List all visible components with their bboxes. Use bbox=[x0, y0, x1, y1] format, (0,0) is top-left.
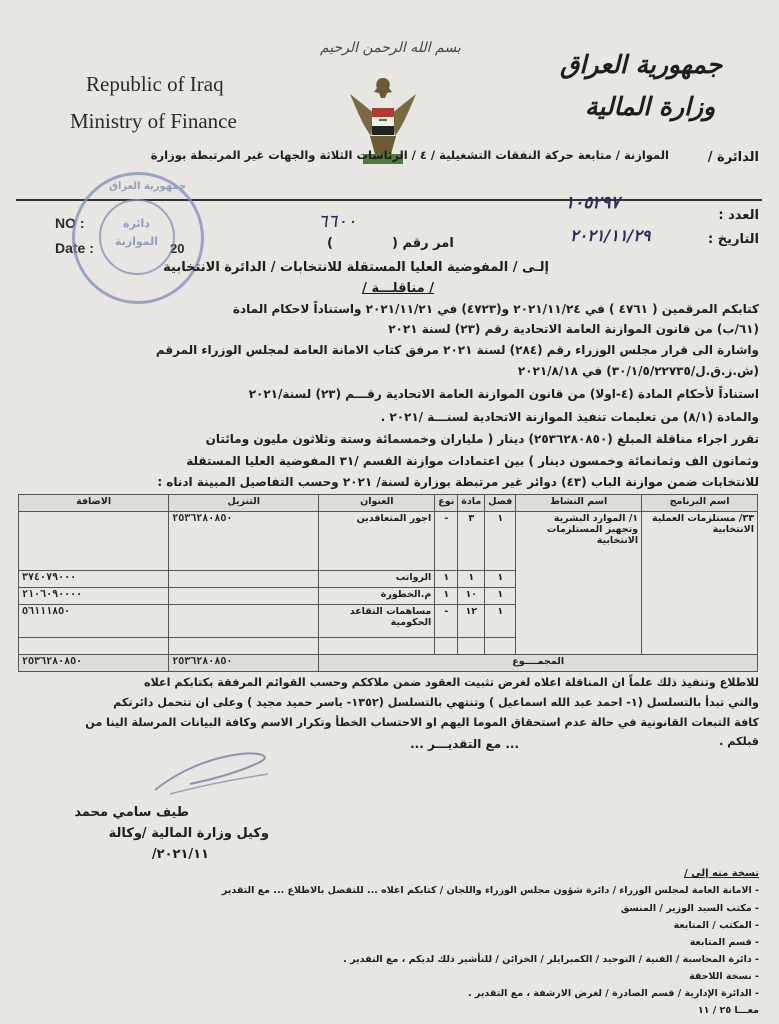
table-header-cell: اسم النشاط bbox=[516, 495, 642, 512]
stamp-inner-line2: الموازنة bbox=[115, 235, 159, 248]
table-cell bbox=[169, 571, 319, 588]
copies-line: معـــا ٢٥ / ١١ bbox=[697, 1005, 759, 1016]
no-label: NO : bbox=[55, 215, 85, 231]
table-total-row bbox=[19, 655, 758, 672]
bismillah: بسم الله الرحمن الرحيم bbox=[320, 40, 461, 56]
closing-regards: ... مع التقديـــر ... bbox=[410, 737, 519, 751]
signature-date: ٢٠٢١/١١/ bbox=[151, 847, 209, 862]
table-cell: ١ bbox=[485, 605, 516, 638]
closing-line: والتي تبدأ بالتسلسل (١- احمد عبد الله اسماعيل ) وتنتهي بالتسلسل (١٣٥٢- ياسر حميد مجيد ) وعلى ان تتحمل دائرتكم bbox=[113, 696, 759, 709]
body-line: تقرر اجراء مناقلة المبلغ (٢٥٣٦٢٨٠٨٥٠) دينار ( ملياران وخمسمائة وستة وثلاثون مليون ومائتان bbox=[205, 432, 759, 446]
table-cell bbox=[169, 605, 319, 638]
body-line: كتابكم المرقمين ( ٤٧٦١ ) في ٢٠٢١/١١/٢٤ و(٤٧٢٣) في ٢٠٢١/١١/٢١ واستناداً لاحكام المادة bbox=[232, 302, 759, 316]
header-ar-republic: جمهورية العراق bbox=[560, 50, 723, 79]
table-cell: - bbox=[435, 512, 458, 571]
table-header-cell: اسم البرنامج bbox=[642, 495, 758, 512]
copies-line: - قسم المتابعة bbox=[689, 937, 759, 948]
body-line: (٦١/ب) من قانون الموازنة العامة الاتحادية رقم (٢٣) لسنة ٢٠٢١ bbox=[388, 322, 759, 336]
table-cell: ٣ bbox=[458, 512, 485, 571]
copies-line: - الدائرة الإدارية / قسم الصادرة / لغرض الارشفة ، مع التقدير . bbox=[468, 988, 759, 999]
table-cell: الرواتب bbox=[319, 571, 435, 588]
table-cell: ١٠ bbox=[458, 588, 485, 605]
table-cell: م.الخطورة bbox=[319, 588, 435, 605]
closing-line: قبلكم . bbox=[719, 735, 759, 748]
header-ar-ministry: وزارة المالية bbox=[585, 92, 716, 121]
stamp-outer-text: جمهورية العراق bbox=[109, 181, 187, 192]
table-cell: ١ bbox=[485, 588, 516, 605]
number-value: ١٠٥٢٩٧ bbox=[565, 193, 620, 213]
order-label: امر رقم ( bbox=[392, 236, 454, 251]
header-en-ministry: Ministry of Finance bbox=[70, 109, 237, 133]
table-cell bbox=[169, 588, 319, 605]
body-line: (ش.ز.ق.ل/٣٠/١/٥/٢٢٧٣٥) في ٢٠٢١/٨/١٨ bbox=[517, 364, 759, 378]
body-line: واشارة الى قرار مجلس الوزراء رقم (٢٨٤) لسنة ٢٠٢١ مرفق كتاب الامانة العامة لمجلس الوزراء المرقم bbox=[155, 343, 759, 357]
table-cell: ١ bbox=[435, 588, 458, 605]
copies-line: - مكتب السيد الوزير / المنسق bbox=[620, 903, 759, 914]
letter-addressee: إلـى / المفوضية العليا المستقلة للانتخابات / الدائرة الانتخابية bbox=[163, 260, 549, 275]
number-label: العدد : bbox=[718, 208, 759, 223]
table-cell: ١٢ bbox=[458, 605, 485, 638]
table-cell: اجور المتعاقدين bbox=[319, 512, 435, 571]
table-cell: ١ bbox=[435, 571, 458, 588]
table-header-cell: العنوان bbox=[319, 495, 435, 512]
table-cell: ٢٥٣٦٢٨٠٨٥٠ bbox=[169, 512, 319, 571]
transfer-table bbox=[18, 494, 758, 672]
activity-cell: ١/ الموارد البشرية وتجهيز المستلزمات الانتخابية bbox=[516, 512, 642, 655]
order-number-handwritten: ٦٦٠٠ bbox=[318, 211, 357, 232]
table-cell: ١ bbox=[458, 571, 485, 588]
total-tanzeel: ٢٥٣٦٢٨٠٨٥٠ bbox=[169, 655, 319, 672]
table-cell: ١ bbox=[485, 571, 516, 588]
copies-line: - الامانة العامة لمجلس الوزراء / دائرة شؤون مجلس الوزراء واللجان / كتابكم اعلاه ... للتفضل بالاطلاع ... مع التقدير bbox=[221, 885, 759, 896]
stamp-inner-line1: دائرة bbox=[123, 217, 150, 230]
date-ar-label: التاريخ : bbox=[708, 232, 759, 247]
program-cell: ٣٣/ مستلزمات العملية الانتخابية bbox=[642, 512, 758, 655]
closing-line: للاطلاع وتنفيذ ذلك علماً ان المناقلة اعلاه لغرض تثبيت العقود ضمن ملاككم وحسب القوائم المرفقة بكتابكم اعلاه bbox=[143, 676, 759, 689]
letter-subject: / مناقلـــة / bbox=[362, 281, 434, 296]
table-cell: ٣٧٤٠٧٩٠٠٠ bbox=[19, 571, 169, 588]
table-header-cell: فصل bbox=[485, 495, 516, 512]
total-idafa: ٢٥٣٦٢٨٠٨٥٠ bbox=[19, 655, 169, 672]
copies-line: - دائرة المحاسبة / الفنية / التوحيد / الكمبرايلر / الخزائن / للتأشير ذلك لديكم ، مع التقدير . bbox=[343, 954, 759, 965]
table-header-cell: التنزيل bbox=[169, 495, 319, 512]
signatory-name: طيف سامي محمد bbox=[74, 805, 189, 820]
body-line: والمادة (٨/١) من تعليمات تنفيذ الموازنة الاتحادية لسنـــة /٢٠٢١ . bbox=[380, 410, 759, 424]
order-close: ) bbox=[327, 236, 333, 251]
body-line: وثمانون الف وثمانمائة وخمسون دينار ) بين اعتمادات موازنة القسم /٣١ المفوضية العليا المستقلة bbox=[186, 454, 759, 468]
table-header-cell: الاضافة bbox=[19, 495, 169, 512]
signature-scribble-icon bbox=[150, 740, 280, 800]
date-label: Date : bbox=[55, 240, 94, 256]
table-header-cell: نوع bbox=[435, 495, 458, 512]
table-cell: ٥٦١١١٨٥٠ bbox=[19, 605, 169, 638]
table-cell bbox=[19, 512, 169, 571]
table-header-cell: مادة bbox=[458, 495, 485, 512]
date-ar-value: ٢٠٢١/١١/٢٩ bbox=[570, 226, 651, 245]
header-en-republic: Republic of Iraq bbox=[86, 72, 224, 96]
table-header-row bbox=[19, 495, 758, 512]
total-label: المجمــــوع bbox=[319, 655, 758, 672]
date-year: 20 bbox=[170, 241, 185, 256]
body-line: للانتخابات ضمن موازنة الباب (٤٣) دوائر غير مرتبطة بوزارة لسنة/ ٢٠٢١ وحسب التفاصيل المبينة ادناه : bbox=[157, 475, 759, 489]
department-stamp bbox=[72, 172, 204, 304]
table-cell: - bbox=[435, 605, 458, 638]
table-row bbox=[19, 512, 758, 571]
closing-line: كافة التبعات القانونية في حالة عدم استحقاق الموما اليهم او الاحتساب الخطأ وتكرار الاسم وكافة البيانات المرسلة الينا من bbox=[85, 716, 759, 729]
table-cell: ١ bbox=[485, 512, 516, 571]
department-value: الموازنة / متابعة حركة النفقات التشغيلية / ٤ / الرئاسات الثلاثة والجهات غير المرتبطة بوزارة bbox=[150, 148, 669, 162]
body-line: استناداً لأحكام المادة (٤-اولا) من قانون الموازنة العامة الاتحادية رقـــم (٢٣) لسنة/٢٠٢١ bbox=[248, 387, 759, 401]
department-label: الدائرة / bbox=[707, 150, 759, 165]
copies-label: نسخة منه إلى / bbox=[684, 868, 759, 879]
copies-line: - نسخة اللاحقة bbox=[689, 971, 759, 982]
table-cell: ٢١٠٦٠٩٠٠٠٠ bbox=[19, 588, 169, 605]
table-cell: مساهمات التقاعد الحكومية bbox=[319, 605, 435, 638]
signatory-title: وكيل وزارة المالية /وكالة bbox=[108, 826, 269, 841]
copies-line: - المكتب / المتابعة bbox=[673, 920, 759, 931]
